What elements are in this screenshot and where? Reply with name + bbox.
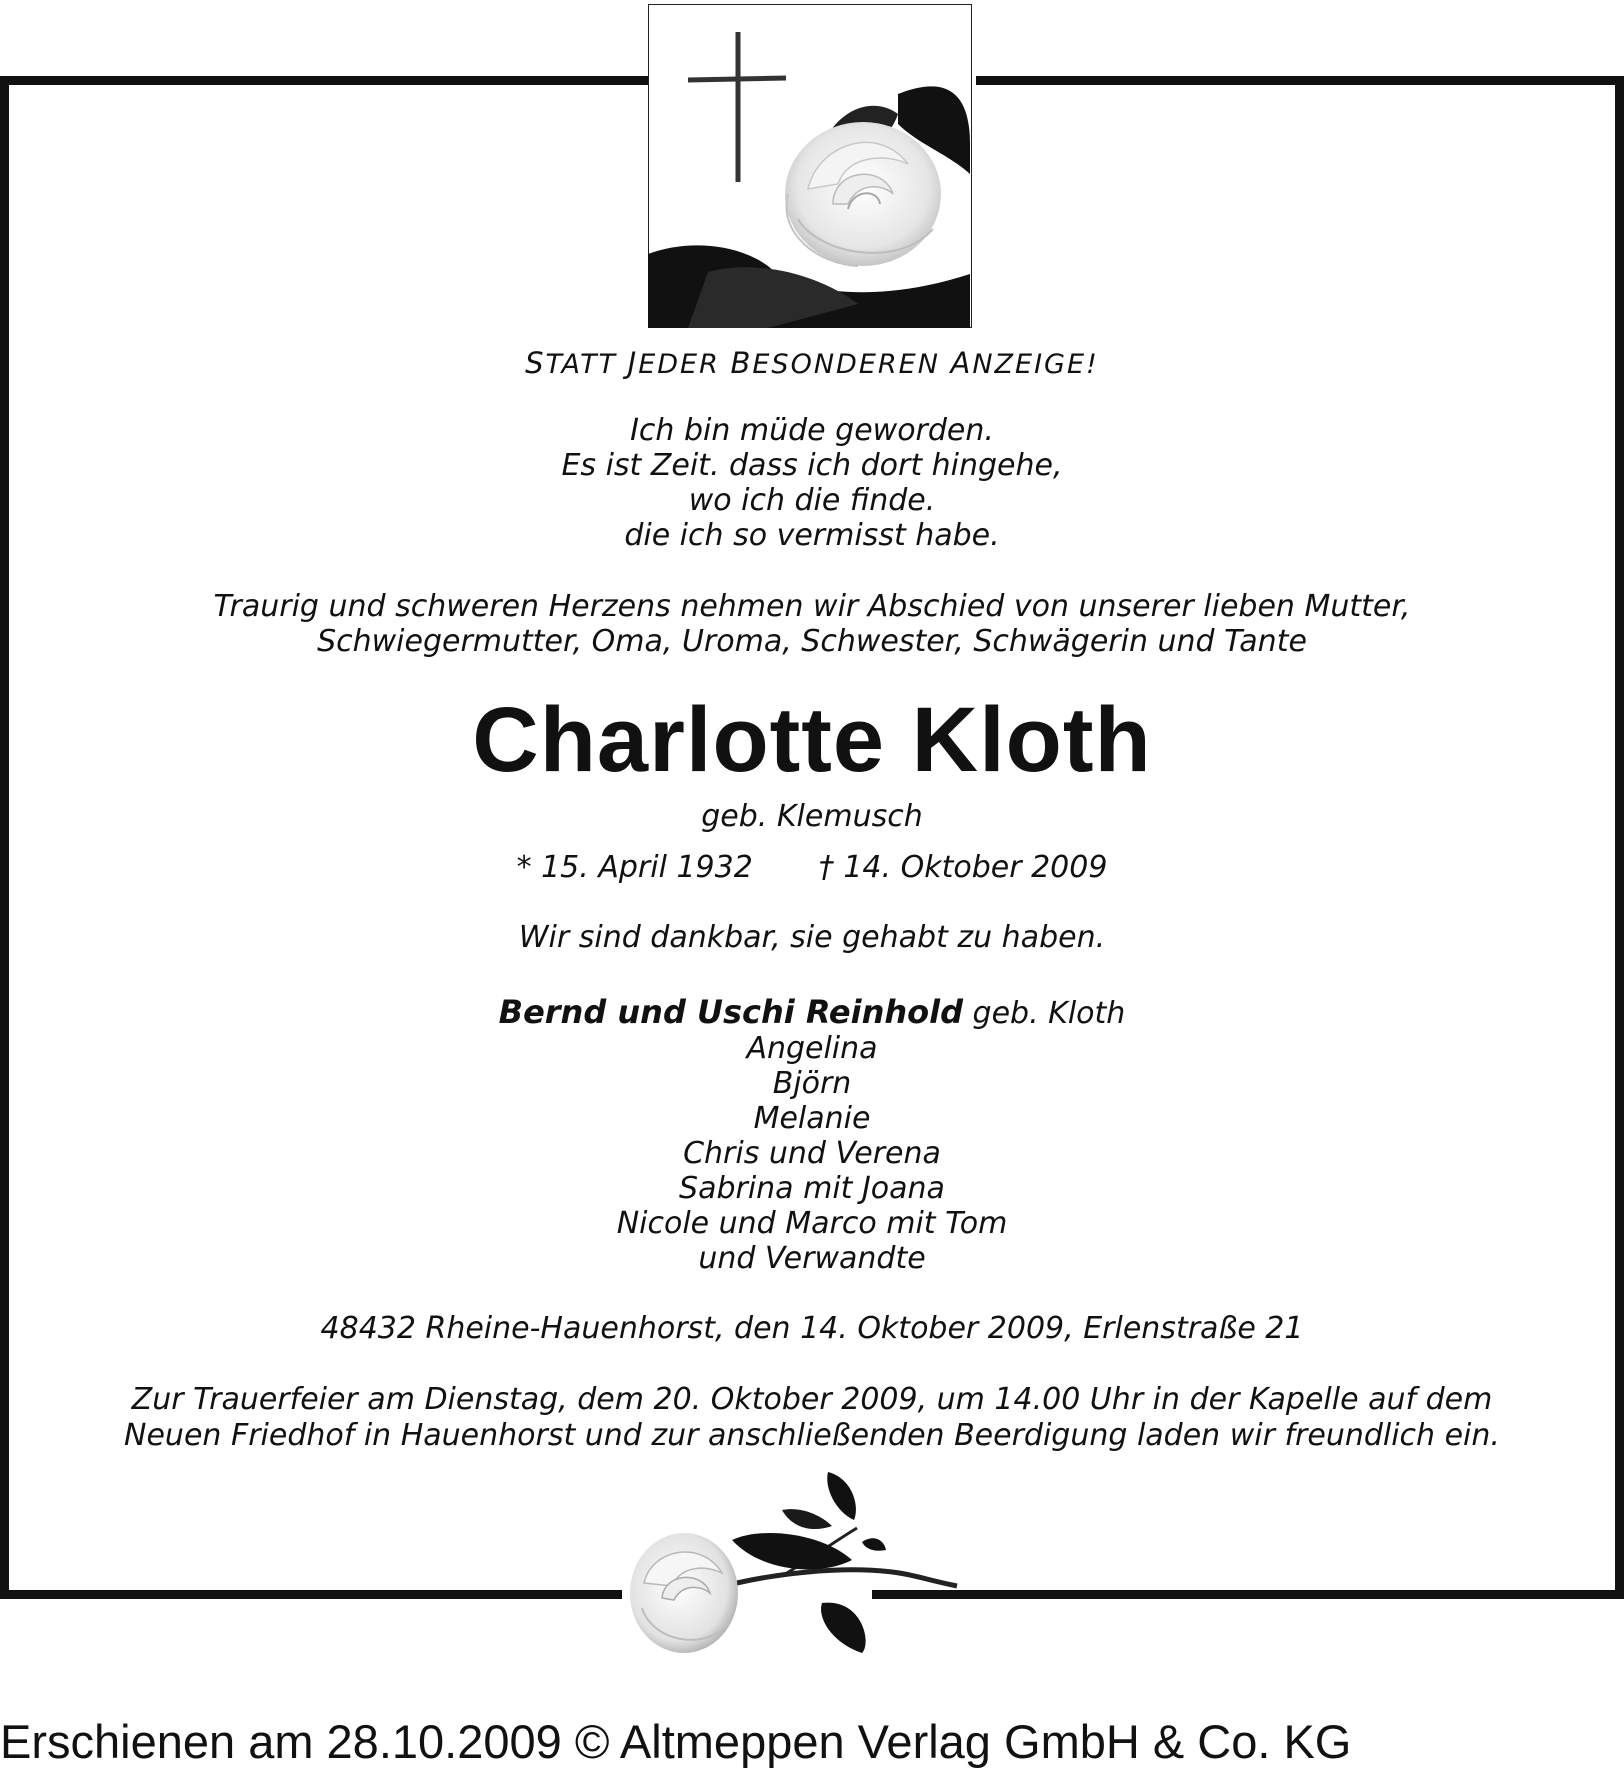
place-date-line: 48432 Rheine-Hauenhorst, den 14. Oktober 2009, Erlenstraße 21	[320, 1311, 1304, 1346]
intro-line: Schwiegermutter, Oma, Uroma, Schwester, Schwägerin und Tante	[317, 624, 1307, 659]
intro-text	[0, 589, 1624, 659]
poem-line: Ich bin müde geworden.	[630, 413, 994, 448]
border-bottom-left	[0, 1590, 622, 1599]
family-main	[0, 993, 1624, 1031]
border-left	[0, 76, 9, 1599]
maiden-name: geb. Klemusch	[701, 799, 923, 834]
intro-line: Traurig und schweren Herzens nehmen wir Abschied von unserer lieben Mutter,	[213, 589, 1411, 624]
deceased-name: Charlotte Kloth	[472, 689, 1152, 791]
thanks-line: Wir sind dankbar, sie gehabt zu haben.	[518, 920, 1106, 955]
poem-line: Es ist Zeit. dass ich dort hingehe,	[561, 448, 1063, 483]
border-top-right	[976, 76, 1624, 85]
birth-date: * 15. April 1932	[516, 850, 753, 885]
life-dates	[0, 850, 1624, 885]
rose-icon	[622, 1468, 962, 1658]
relative-item: und Verwandte	[698, 1241, 926, 1276]
relative-item: Nicole und Marco mit Tom	[616, 1206, 1008, 1241]
family-main-names: Bernd und Uschi Reinhold	[498, 993, 964, 1031]
relative-item: Melanie	[753, 1101, 871, 1136]
border-right	[1615, 76, 1624, 1599]
relative-item: Chris und Verena	[683, 1136, 941, 1171]
publication-footer: Erschienen am 28.10.2009 © Altmeppen Verlag GmbH & Co. KG	[0, 1715, 1352, 1768]
poem-line: wo ich die finde.	[688, 483, 936, 518]
relative-item: Björn	[772, 1066, 852, 1101]
ceremony-line: Zur Trauerfeier am Dienstag, dem 20. Oktober 2009, um 14.00 Uhr in der Kapelle auf dem	[131, 1382, 1493, 1417]
relative-item: Angelina	[746, 1031, 878, 1066]
relatives-list	[0, 1031, 1624, 1276]
poem-line: die ich so vermisst habe.	[624, 518, 1000, 553]
border-top-left	[0, 76, 648, 85]
border-bottom-right	[872, 1590, 1624, 1599]
family-main-suffix: geb. Kloth	[963, 996, 1126, 1031]
poem	[0, 413, 1624, 553]
relative-item: Sabrina mit Joana	[679, 1171, 945, 1206]
cross-and-rose-photo	[648, 4, 972, 328]
rose-icon	[785, 122, 941, 266]
ceremony-line: Neuen Friedhof in Hauenhorst und zur anschließenden Beerdigung laden wir freundlich ein.	[124, 1418, 1500, 1453]
ceremony-text	[0, 1382, 1624, 1454]
notice-heading: STATT JEDER BESONDEREN ANZEIGE!	[525, 346, 1099, 380]
death-date: † 14. Oktober 2009	[818, 850, 1108, 885]
